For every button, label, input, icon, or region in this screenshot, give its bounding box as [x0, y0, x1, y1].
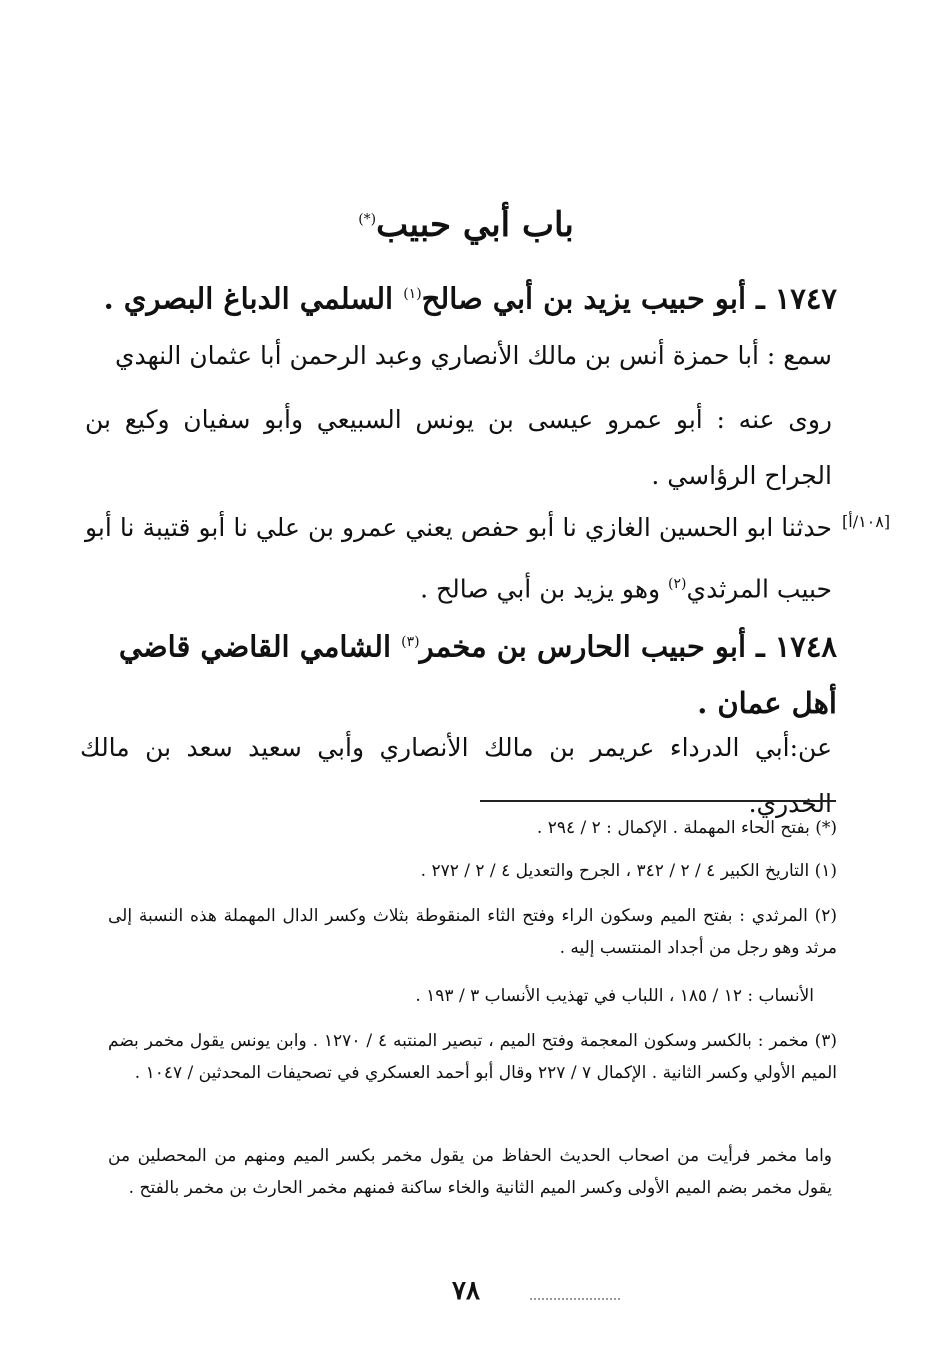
footnote-star: (*) بفتح الحاء المهملة . الإكمال : ٢ / ٢٩٤ . [536, 818, 837, 838]
page-number: ٧٨ [452, 1276, 480, 1306]
entry-1748-footnote-mark: (٣) [401, 634, 420, 650]
footnote-separator [480, 800, 836, 802]
page-number-dotted-line [530, 1298, 620, 1300]
entry-1747-footnote-mark: (١) [403, 286, 422, 302]
footnote-3: (٣) مخمر : بالكسر وسكون المعجمة وفتح الميم ، تبصير المنتبه ٤ / ١٢٧٠ . وابن يونس يقول مخمر بضم الميم الأولي وكسر الثانية . الإكمال ٧ / ٢٢٧ وقال أبو أحمد العسكري في تصحيفات المحدثين / ١٠٤٧ . [108, 1031, 837, 1083]
entry-1747-isnad-text: حدثنا ابو الحسين الغازي نا أبو حفص يعني عمرو بن علي نا أبو قتيبة نا أبو حبيب المرثدي [85, 513, 832, 604]
entry-1748-from: عن:أبي الدرداء عريمر بن مالك الأنصاري وأبي سعيد سعد بن مالك الخدري. [80, 733, 832, 818]
footnote-2-sources: الأنساب : ١٢ / ١٨٥ ، اللباب في تهذيب الأنساب ٣ / ١٩٣ . [415, 986, 814, 1006]
entry-1748-heading [90, 614, 837, 731]
entry-1747-isnad-footnote-mark: (٢) [668, 576, 687, 592]
footnote-3-continued: واما مخمر فرأيت من اصحاب الحديث الحفاظ من يقول مخمر بكسر الميم ومنهم من المحصلين من يقول مخمر بضم الميم الأولى وكسر الميم الثانية والخاء ساكنة فمنهم مخمر الحارث بن مخمر بالفتح . [108, 1146, 832, 1198]
entry-1747-heading-rest: السلمي الدباغ البصري . [103, 281, 404, 316]
entry-1747-isnad-rest: وهو يزيد بن أبي صالح . [420, 574, 669, 604]
chapter-title [0, 205, 932, 245]
entry-1747-isnad [85, 500, 832, 617]
entry-1747-heading-text: ١٧٤٧ ـ أبو حبيب يزيد بن أبي صالح [421, 281, 837, 316]
entry-1747-narrated-by: روى عنه : أبو عمرو عيسى بن يونس السبيعي وأبو سفيان وكيع بن الجراح الرؤاسي . [85, 405, 832, 490]
entry-1748-heading-rest: الشامي القاضي قاضي أهل عمان . [118, 629, 837, 720]
entry-1747-heading [100, 266, 837, 327]
footnote-2: (٢) المرثدي : بفتح الميم وسكون الراء وفتح الثاء المنقوطة بثلاث وكسر الدال المهملة هذه النسبة إلى مرثد وهو رجل من أجداد المنتسب إليه . [108, 906, 837, 958]
entry-1747-heard-from: سمع : أبا حمزة أنس بن مالك الأنصاري وعبد الرحمن أبا عثمان النهدي [114, 341, 832, 370]
chapter-title-text: باب أبي حبيب [376, 205, 574, 245]
chapter-footnote-mark: (*) [358, 211, 377, 228]
footnote-1: (١) التاريخ الكبير ٤ / ٢ / ٣٤٢ ، الجرح والتعديل ٤ / ٢ / ٢٧٢ . [420, 861, 837, 881]
manuscript-folio-ref: [١٠٨/أ] [842, 512, 891, 531]
entry-1748-heading-text: ١٧٤٨ ـ أبو حبيب الحارس بن مخمر [419, 629, 837, 664]
